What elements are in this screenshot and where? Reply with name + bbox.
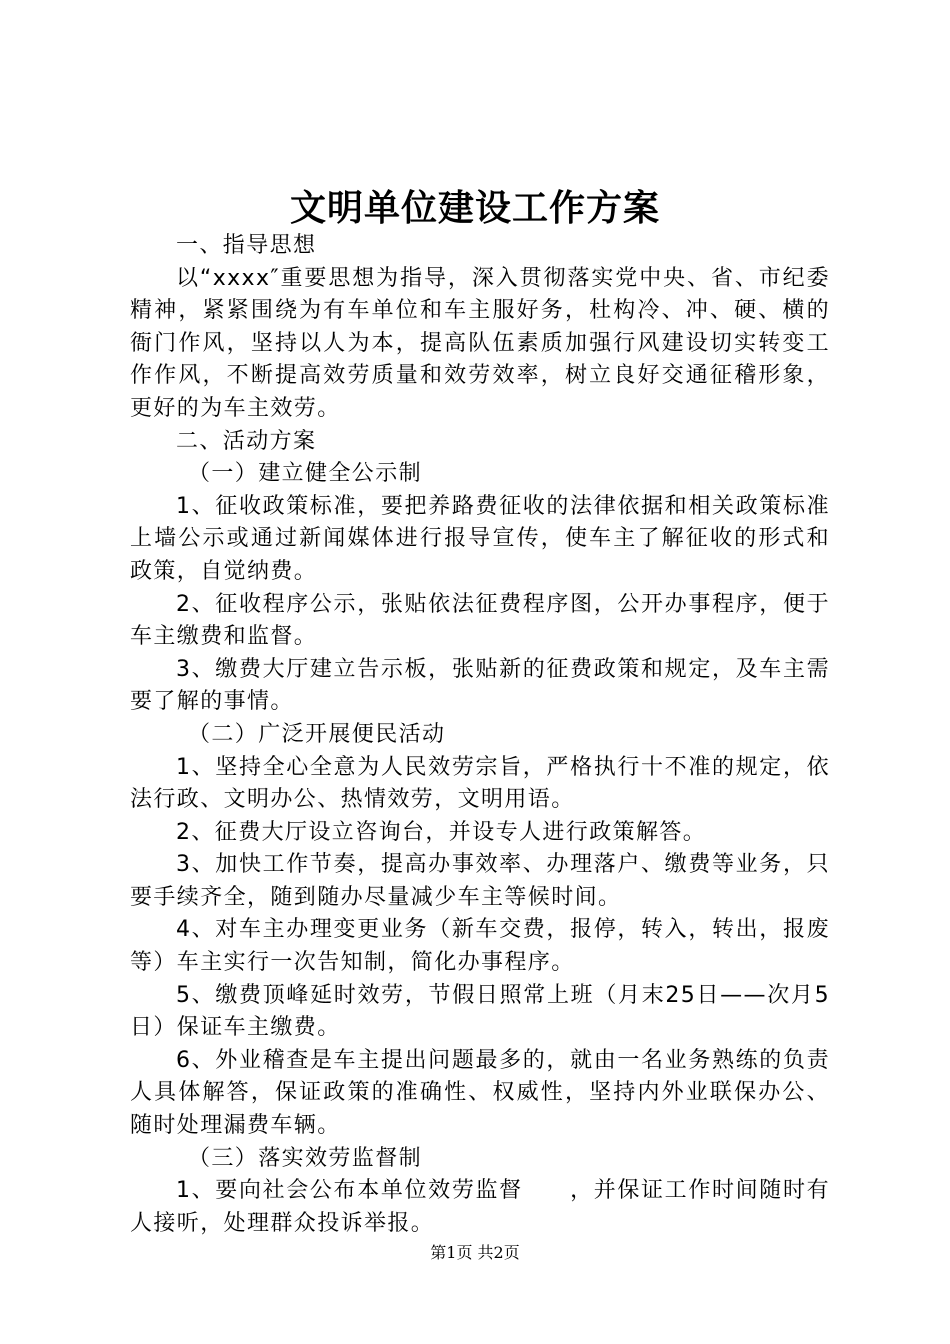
- document-body: [130, 230, 830, 1240]
- page-footer: 第1页 共2页: [430, 1243, 520, 1262]
- paragraph: 2、征收程序公示，张贴依法征费程序图，公开办事程序，便于车主缴费和监督。: [130, 591, 830, 650]
- paragraph: 5、缴费顶峰延时效劳，节假日照常上班（月末25日——次月5日）保证车主缴费。: [130, 982, 830, 1041]
- section-heading: 一、指导思想: [176, 233, 317, 258]
- paragraph: 6、外业稽查是车主提出问题最多的，就由一名业务熟练的负责人具体解答，保证政策的准确性、权威性，坚持内外业联保办公、随时处理漏费车辆。: [130, 1047, 830, 1139]
- section-heading: 二、活动方案: [176, 428, 317, 454]
- paragraph: 3、缴费大厅建立告示板，张贴新的征费政策和规定，及车主需要了解的事情。: [130, 656, 830, 715]
- document-title: 文明单位建设工作方案: [289, 187, 660, 229]
- subsection-heading: （二）广泛开展便民活动: [188, 721, 446, 747]
- paragraph: 1、征收政策标准，要把养路费征收的法律依据和相关政策标准上墙公示或通过新闻媒体进行报导宣传，使车主了解征收的形式和政策，自觉纳费。: [130, 493, 830, 584]
- paragraph: 1、要向社会公布本单位效劳监督 ，并保证工作时间随时有人接听，处理群众投诉举报。: [130, 1178, 830, 1236]
- paragraph: 1、坚持全心全意为人民效劳宗旨，严格执行十不准的规定，依法行政、文明办公、热情效劳，文明用语。: [130, 754, 830, 813]
- subsection-heading: （三）落实效劳监督制: [188, 1145, 423, 1171]
- paragraph: 4、对车主办理变更业务（新车交费，报停，转入，转出，报废等）车主实行一次告知制，简化办事程序。: [130, 917, 830, 976]
- paragraph: 3、加快工作节奏，提高办事效率、办理落户、缴费等业务，只要手续齐全，随到随办尽量减少车主等候时间。: [130, 852, 830, 910]
- paragraph: 以“xxxx″重要思想为指导，深入贯彻落实党中央、省、市纪委精神，紧紧围绕为有车单位和车主服好务，杜构冷、冲、硬、横的衙门作风，坚持以人为本，提高队伍素质加强行风建设切实转变工作作风，不断提高效劳质量和效劳效率，树立良好交通征稽形象，更好的为车主效劳。: [130, 265, 830, 421]
- subsection-heading: （一）建立健全公示制: [188, 461, 423, 487]
- paragraph: 2、征费大厅设立咨询台，并设专人进行政策解答。: [176, 819, 707, 845]
